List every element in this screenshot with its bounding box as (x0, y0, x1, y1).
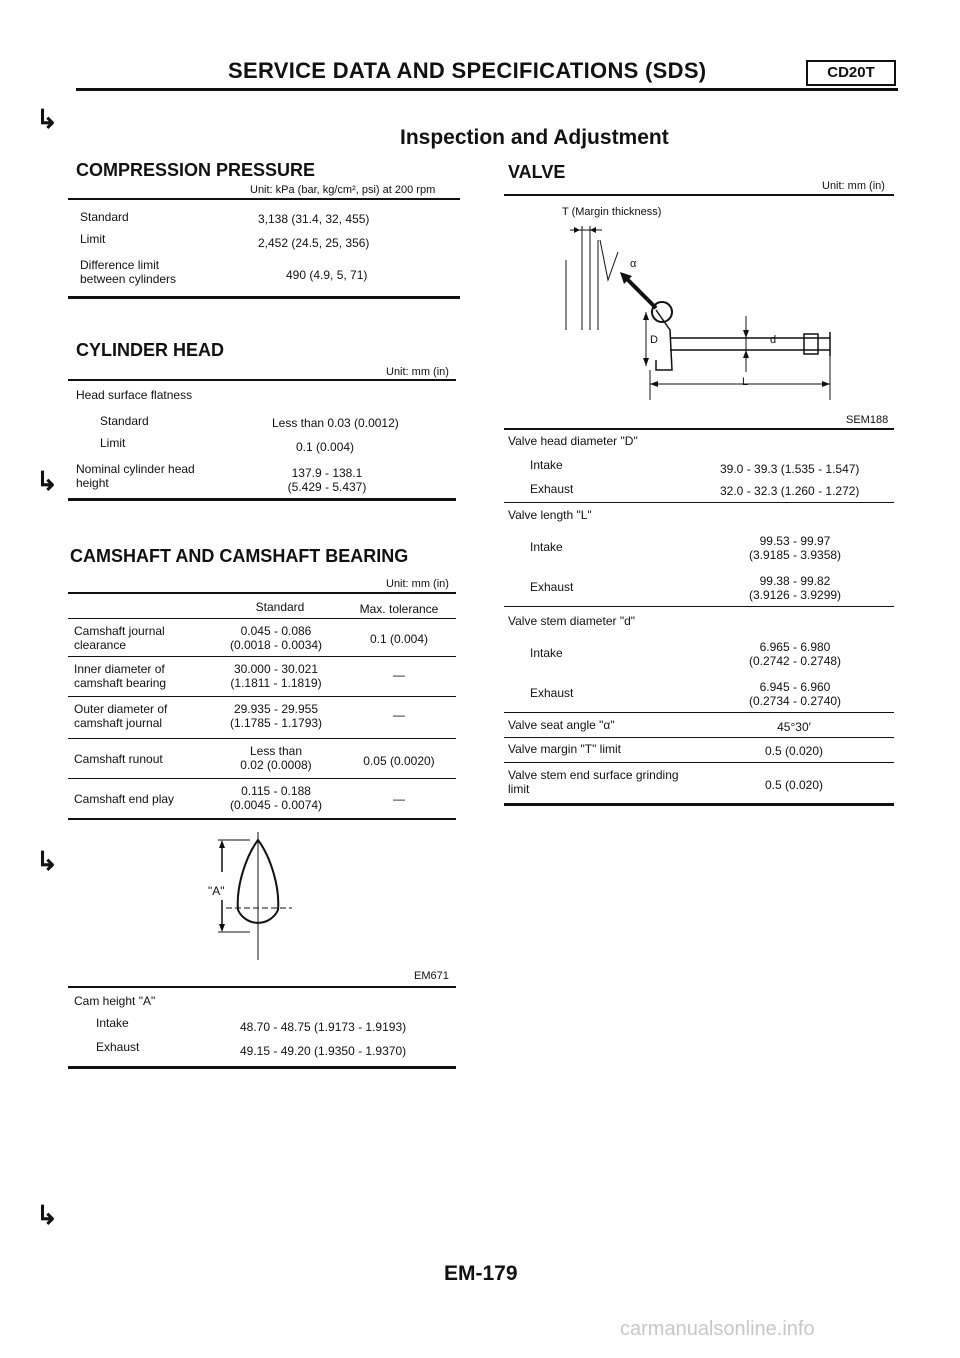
valve-figure-D: D (650, 334, 658, 346)
head-height-label: Nominal cylinder head height (76, 462, 195, 490)
valve-grind-value: 0.5 (0.020) (764, 778, 824, 792)
compression-unit: Unit: kPa (bar, kg/cm², psi) at 200 rpm (250, 184, 436, 196)
binding-mark-icon: ↳ (36, 846, 58, 876)
valve-stem-intake-value: 6.965 - 6.980 (0.2742 - 0.2748) (748, 640, 842, 668)
camshaft-row-label: Camshaft runout (74, 752, 163, 766)
valve-margin-label: Valve margin "T" limit (508, 742, 621, 756)
compression-row-value: 2,452 (24.5, 25, 356) (258, 236, 370, 250)
camshaft-rule-top (68, 592, 456, 594)
model-badge: CD20T (806, 60, 896, 86)
camshaft-rule (68, 818, 456, 820)
camshaft-row-label: Camshaft journal clearance (74, 624, 165, 652)
camshaft-col-standard: Standard (255, 600, 305, 614)
valve-margin-value: 0.5 (0.020) (764, 744, 824, 758)
camshaft-row-standard: 0.045 - 0.086 (0.0018 - 0.0034) (229, 624, 323, 652)
cam-height-intake-value: 48.70 - 48.75 (1.9173 - 1.9193) (240, 1020, 407, 1034)
valve-rule (504, 737, 894, 738)
binding-mark-icon: ↳ (36, 466, 58, 496)
camshaft-rule (68, 778, 456, 779)
valve-title: VALVE (508, 162, 566, 182)
camshaft-col-max: Max. tolerance (359, 602, 439, 616)
valve-unit: Unit: mm (in) (822, 180, 885, 192)
valve-grind-label: Valve stem end surface grinding limit (508, 768, 679, 796)
cam-height-rule-bottom (68, 1066, 456, 1069)
camshaft-row-label: Camshaft end play (74, 792, 175, 806)
camshaft-row-label: Inner diameter of camshaft bearing (74, 662, 167, 690)
page-header-title: SERVICE DATA AND SPECIFICATIONS (SDS) (228, 58, 707, 83)
cam-height-rule-top (68, 986, 456, 988)
valve-rule-top (504, 194, 894, 196)
cam-height-label: Cam height "A" (74, 994, 156, 1008)
camshaft-row-max: 0.1 (0.004) (369, 632, 429, 646)
camshaft-unit: Unit: mm (in) (386, 578, 449, 590)
compression-row-value: 490 (4.9, 5, 71) (286, 268, 368, 282)
valve-length-intake-value: 99.53 - 99.97 (3.9185 - 3.9358) (748, 534, 842, 562)
cam-figure-code: EM671 (414, 970, 449, 982)
valve-stem-exhaust-value: 6.945 - 6.960 (0.2734 - 0.2740) (748, 680, 842, 708)
valve-stem-label: Valve stem diameter "d" (508, 614, 636, 628)
camshaft-row-standard: 30.000 - 30.021 (1.1811 - 1.1819) (230, 662, 322, 690)
camshaft-row-standard: 29.935 - 29.955 (1.1785 - 1.1793) (229, 702, 323, 730)
camshaft-rule (68, 618, 456, 619)
valve-figure-L: L (742, 376, 749, 388)
valve-figure-t-label: T (Margin thickness) (562, 206, 662, 218)
cam-height-intake-label: Intake (96, 1016, 129, 1030)
valve-figure-alpha: α (630, 258, 637, 270)
valve-rule (504, 428, 894, 430)
valve-head-dia-label: Valve head diameter "D" (508, 434, 638, 448)
binding-mark-icon: ↳ (36, 104, 58, 134)
watermark: carmanualsonline.info (620, 1318, 815, 1340)
valve-rule (504, 762, 894, 763)
camshaft-row-standard: 0.115 - 0.188 (0.0045 - 0.0074) (229, 784, 323, 812)
compression-row-value: 3,138 (31.4, 32, 455) (258, 212, 370, 226)
camshaft-rule (68, 656, 456, 657)
compression-rule-top (68, 198, 460, 200)
camshaft-row-standard: Less than 0.02 (0.0008) (240, 744, 312, 772)
flatness-limit-label: Limit (100, 436, 126, 450)
cam-height-exhaust-value: 49.15 - 49.20 (1.9350 - 1.9370) (240, 1044, 407, 1058)
cylinder-head-title: CYLINDER HEAD (76, 340, 225, 360)
compression-row-label: Difference limit between cylinders (80, 258, 177, 286)
valve-figure (560, 220, 850, 410)
cam-figure-label: "A" (208, 884, 225, 898)
valve-rule-bottom (504, 803, 894, 806)
cylinder-head-unit: Unit: mm (in) (386, 366, 449, 378)
valve-length-exhaust-value: 99.38 - 99.82 (3.9126 - 3.9299) (748, 574, 842, 602)
camshaft-row-label: Outer diameter of camshaft journal (74, 702, 168, 730)
flatness-standard-value: Less than 0.03 (0.0012) (272, 416, 399, 430)
valve-length-label: Valve length "L" (508, 508, 592, 522)
valve-stem-intake-label: Intake (530, 646, 563, 660)
compression-rule-bottom (68, 296, 460, 299)
header-rule (76, 88, 898, 91)
compression-row-label: Limit (80, 232, 106, 246)
camshaft-rule (68, 738, 456, 739)
flatness-standard-label: Standard (100, 414, 149, 428)
valve-head-intake-label: Intake (530, 458, 563, 472)
valve-rule (504, 606, 894, 607)
binding-mark-icon: ↳ (36, 1200, 58, 1230)
camshaft-rule (68, 696, 456, 697)
page-number: EM-179 (444, 1262, 518, 1285)
cam-height-exhaust-label: Exhaust (96, 1040, 140, 1054)
valve-length-exhaust-label: Exhaust (530, 580, 574, 594)
valve-length-intake-label: Intake (530, 540, 563, 554)
camshaft-row-max: — (393, 792, 405, 806)
valve-stem-exhaust-label: Exhaust (530, 686, 574, 700)
flatness-label: Head surface flatness (76, 388, 193, 402)
camshaft-title: CAMSHAFT AND CAMSHAFT BEARING (70, 546, 409, 566)
flatness-limit-value: 0.1 (0.004) (296, 440, 355, 454)
valve-rule (504, 502, 894, 503)
section-subtitle: Inspection and Adjustment (400, 126, 669, 149)
camshaft-row-max: — (393, 668, 405, 682)
head-height-value: 137.9 - 138.1 (5.429 - 5.437) (287, 466, 367, 494)
cylinder-head-rule-bottom (68, 498, 456, 501)
compression-title: COMPRESSION PRESSURE (76, 160, 316, 180)
cylinder-head-rule-top (68, 379, 456, 381)
valve-seat-angle-label: Valve seat angle "α" (508, 718, 615, 732)
compression-row-label: Standard (80, 210, 129, 224)
camshaft-row-max: — (393, 708, 405, 722)
valve-figure-code: SEM188 (846, 414, 889, 426)
valve-seat-angle-value: 45°30′ (777, 720, 811, 734)
camshaft-row-max: 0.05 (0.0020) (363, 754, 435, 768)
valve-head-exhaust-label: Exhaust (530, 482, 574, 496)
valve-figure-d: d (770, 334, 777, 346)
valve-head-exhaust-value: 32.0 - 32.3 (1.260 - 1.272) (720, 484, 860, 498)
valve-rule (504, 712, 894, 713)
valve-head-intake-value: 39.0 - 39.3 (1.535 - 1.547) (720, 462, 860, 476)
